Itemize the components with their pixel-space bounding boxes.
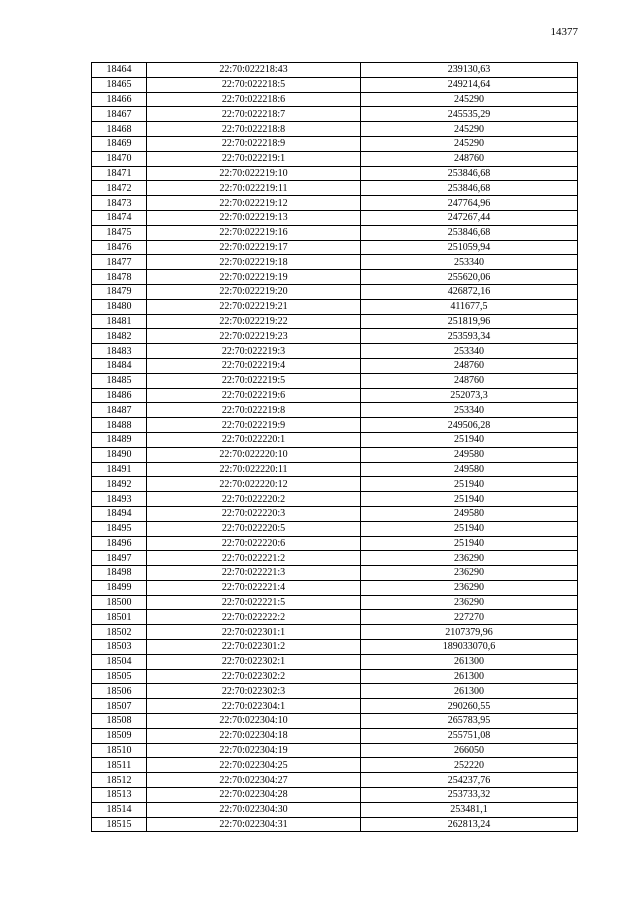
row-number-cell: 18464 [92, 63, 147, 78]
row-number-cell: 18467 [92, 107, 147, 122]
table-row [92, 802, 578, 817]
cadastral-number-cell: 22:70:022219:13 [147, 210, 361, 225]
row-number-cell: 18495 [92, 521, 147, 536]
cadastral-number-cell: 22:70:022301:2 [147, 640, 361, 655]
table-row [92, 122, 578, 137]
table-row [92, 625, 578, 640]
cadastral-number-cell: 22:70:022219:3 [147, 344, 361, 359]
value-cell: 251940 [361, 432, 578, 447]
row-number-cell: 18476 [92, 240, 147, 255]
row-number-cell: 18481 [92, 314, 147, 329]
cadastral-number-cell: 22:70:022219:16 [147, 225, 361, 240]
row-number-cell: 18496 [92, 536, 147, 551]
row-number-cell: 18498 [92, 566, 147, 581]
table-row [92, 181, 578, 196]
value-cell: 251940 [361, 536, 578, 551]
row-number-cell: 18465 [92, 77, 147, 92]
row-number-cell: 18482 [92, 329, 147, 344]
table-row [92, 669, 578, 684]
cadastral-number-cell: 22:70:022220:3 [147, 506, 361, 521]
cadastral-number-cell: 22:70:022219:9 [147, 418, 361, 433]
row-number-cell: 18472 [92, 181, 147, 196]
value-cell: 236290 [361, 551, 578, 566]
row-number-cell: 18501 [92, 610, 147, 625]
row-number-cell: 18479 [92, 284, 147, 299]
value-cell: 247764,96 [361, 196, 578, 211]
cadastral-number-cell: 22:70:022219:19 [147, 270, 361, 285]
row-number-cell: 18486 [92, 388, 147, 403]
cadastral-number-cell: 22:70:022220:2 [147, 492, 361, 507]
row-number-cell: 18514 [92, 802, 147, 817]
cadastral-number-cell: 22:70:022302:1 [147, 654, 361, 669]
cadastral-number-cell: 22:70:022222:2 [147, 610, 361, 625]
table-row [92, 299, 578, 314]
table-row [92, 758, 578, 773]
table-row [92, 521, 578, 536]
cadastral-number-cell: 22:70:022219:4 [147, 358, 361, 373]
value-cell: 248760 [361, 358, 578, 373]
table-row [92, 788, 578, 803]
cadastral-number-cell: 22:70:022221:4 [147, 580, 361, 595]
table-row [92, 566, 578, 581]
row-number-cell: 18502 [92, 625, 147, 640]
cadastral-number-cell: 22:70:022219:23 [147, 329, 361, 344]
table-row [92, 344, 578, 359]
cadastral-number-cell: 22:70:022219:6 [147, 388, 361, 403]
value-cell: 253340 [361, 255, 578, 270]
row-number-cell: 18491 [92, 462, 147, 477]
table-row [92, 418, 578, 433]
row-number-cell: 18510 [92, 743, 147, 758]
cadastral-number-cell: 22:70:022221:5 [147, 595, 361, 610]
value-cell: 261300 [361, 669, 578, 684]
cadastral-number-cell: 22:70:022219:18 [147, 255, 361, 270]
table-row [92, 388, 578, 403]
row-number-cell: 18477 [92, 255, 147, 270]
row-number-cell: 18469 [92, 136, 147, 151]
table-row [92, 329, 578, 344]
row-number-cell: 18488 [92, 418, 147, 433]
value-cell: 411677,5 [361, 299, 578, 314]
value-cell: 255620,06 [361, 270, 578, 285]
value-cell: 426872,16 [361, 284, 578, 299]
cadastral-number-cell: 22:70:022220:6 [147, 536, 361, 551]
value-cell: 236290 [361, 595, 578, 610]
value-cell: 251059,94 [361, 240, 578, 255]
cadastral-number-cell: 22:70:022219:11 [147, 181, 361, 196]
table-row [92, 196, 578, 211]
table-row [92, 77, 578, 92]
cadastral-number-cell: 22:70:022218:6 [147, 92, 361, 107]
table-row [92, 462, 578, 477]
cadastral-number-cell: 22:70:022302:3 [147, 684, 361, 699]
value-cell: 253481,1 [361, 802, 578, 817]
value-cell: 249580 [361, 506, 578, 521]
table-row [92, 107, 578, 122]
table-row [92, 255, 578, 270]
row-number-cell: 18507 [92, 699, 147, 714]
cadastral-number-cell: 22:70:022220:12 [147, 477, 361, 492]
row-number-cell: 18475 [92, 225, 147, 240]
value-cell: 253340 [361, 403, 578, 418]
table-row [92, 773, 578, 788]
cadastral-number-cell: 22:70:022219:10 [147, 166, 361, 181]
cadastral-number-cell: 22:70:022218:43 [147, 63, 361, 78]
value-cell: 2107379,96 [361, 625, 578, 640]
cadastral-number-cell: 22:70:022219:8 [147, 403, 361, 418]
table-row [92, 551, 578, 566]
table-row [92, 817, 578, 832]
cadastral-number-cell: 22:70:022304:19 [147, 743, 361, 758]
row-number-cell: 18500 [92, 595, 147, 610]
value-cell: 248760 [361, 151, 578, 166]
row-number-cell: 18499 [92, 580, 147, 595]
table-row [92, 743, 578, 758]
cadastral-number-cell: 22:70:022218:5 [147, 77, 361, 92]
value-cell: 189033070,6 [361, 640, 578, 655]
value-cell: 253846,68 [361, 225, 578, 240]
row-number-cell: 18497 [92, 551, 147, 566]
table-row [92, 610, 578, 625]
table-row [92, 684, 578, 699]
cadastral-number-cell: 22:70:022219:20 [147, 284, 361, 299]
value-cell: 249580 [361, 447, 578, 462]
value-cell: 236290 [361, 580, 578, 595]
table-row [92, 447, 578, 462]
cadastral-number-cell: 22:70:022220:1 [147, 432, 361, 447]
table-row [92, 63, 578, 78]
row-number-cell: 18493 [92, 492, 147, 507]
table-row [92, 92, 578, 107]
value-cell: 252073,3 [361, 388, 578, 403]
registry-table-body [92, 63, 578, 832]
value-cell: 245290 [361, 136, 578, 151]
value-cell: 251940 [361, 477, 578, 492]
table-row [92, 728, 578, 743]
cadastral-number-cell: 22:70:022220:5 [147, 521, 361, 536]
cadastral-number-cell: 22:70:022304:27 [147, 773, 361, 788]
value-cell: 253340 [361, 344, 578, 359]
value-cell: 239130,63 [361, 63, 578, 78]
value-cell: 253593,34 [361, 329, 578, 344]
table-row [92, 210, 578, 225]
row-number-cell: 18494 [92, 506, 147, 521]
table-row [92, 580, 578, 595]
table-row [92, 492, 578, 507]
row-number-cell: 18485 [92, 373, 147, 388]
cadastral-number-cell: 22:70:022304:28 [147, 788, 361, 803]
value-cell: 253846,68 [361, 166, 578, 181]
value-cell: 247267,44 [361, 210, 578, 225]
row-number-cell: 18466 [92, 92, 147, 107]
table-row [92, 477, 578, 492]
value-cell: 251819,96 [361, 314, 578, 329]
row-number-cell: 18483 [92, 344, 147, 359]
cadastral-number-cell: 22:70:022218:7 [147, 107, 361, 122]
value-cell: 236290 [361, 566, 578, 581]
value-cell: 251940 [361, 492, 578, 507]
table-row [92, 373, 578, 388]
row-number-cell: 18506 [92, 684, 147, 699]
row-number-cell: 18473 [92, 196, 147, 211]
table-row [92, 595, 578, 610]
row-number-cell: 18470 [92, 151, 147, 166]
value-cell: 245290 [361, 122, 578, 137]
table-row [92, 699, 578, 714]
cadastral-number-cell: 22:70:022304:10 [147, 714, 361, 729]
value-cell: 249506,28 [361, 418, 578, 433]
page-number: 14377 [550, 26, 578, 38]
cadastral-number-cell: 22:70:022302:2 [147, 669, 361, 684]
value-cell: 251940 [361, 521, 578, 536]
value-cell: 262813,24 [361, 817, 578, 832]
cadastral-number-cell: 22:70:022220:10 [147, 447, 361, 462]
row-number-cell: 18480 [92, 299, 147, 314]
row-number-cell: 18509 [92, 728, 147, 743]
value-cell: 253733,32 [361, 788, 578, 803]
row-number-cell: 18492 [92, 477, 147, 492]
row-number-cell: 18511 [92, 758, 147, 773]
table-row [92, 536, 578, 551]
cadastral-number-cell: 22:70:022219:1 [147, 151, 361, 166]
row-number-cell: 18487 [92, 403, 147, 418]
value-cell: 249580 [361, 462, 578, 477]
table-row [92, 714, 578, 729]
cadastral-number-cell: 22:70:022304:1 [147, 699, 361, 714]
table-row [92, 640, 578, 655]
value-cell: 261300 [361, 684, 578, 699]
row-number-cell: 18505 [92, 669, 147, 684]
cadastral-number-cell: 22:70:022219:12 [147, 196, 361, 211]
value-cell: 227270 [361, 610, 578, 625]
row-number-cell: 18490 [92, 447, 147, 462]
value-cell: 252220 [361, 758, 578, 773]
row-number-cell: 18471 [92, 166, 147, 181]
value-cell: 265783,95 [361, 714, 578, 729]
table-row [92, 432, 578, 447]
value-cell: 245290 [361, 92, 578, 107]
cadastral-number-cell: 22:70:022219:17 [147, 240, 361, 255]
cadastral-number-cell: 22:70:022220:11 [147, 462, 361, 477]
table-row [92, 240, 578, 255]
row-number-cell: 18508 [92, 714, 147, 729]
cadastral-number-cell: 22:70:022219:22 [147, 314, 361, 329]
row-number-cell: 18468 [92, 122, 147, 137]
value-cell: 245535,29 [361, 107, 578, 122]
table-row [92, 358, 578, 373]
cadastral-number-cell: 22:70:022304:25 [147, 758, 361, 773]
value-cell: 261300 [361, 654, 578, 669]
table-row [92, 506, 578, 521]
cadastral-number-cell: 22:70:022221:3 [147, 566, 361, 581]
table-row [92, 270, 578, 285]
table-row [92, 151, 578, 166]
row-number-cell: 18474 [92, 210, 147, 225]
value-cell: 253846,68 [361, 181, 578, 196]
table-row [92, 403, 578, 418]
cadastral-number-cell: 22:70:022219:5 [147, 373, 361, 388]
registry-table [91, 62, 578, 832]
table-row [92, 284, 578, 299]
cadastral-number-cell: 22:70:022218:8 [147, 122, 361, 137]
table-row [92, 225, 578, 240]
row-number-cell: 18484 [92, 358, 147, 373]
cadastral-number-cell: 22:70:022218:9 [147, 136, 361, 151]
cadastral-number-cell: 22:70:022304:31 [147, 817, 361, 832]
value-cell: 254237,76 [361, 773, 578, 788]
value-cell: 249214,64 [361, 77, 578, 92]
table-row [92, 314, 578, 329]
row-number-cell: 18478 [92, 270, 147, 285]
table-row [92, 166, 578, 181]
cadastral-number-cell: 22:70:022304:18 [147, 728, 361, 743]
value-cell: 290260,55 [361, 699, 578, 714]
row-number-cell: 18515 [92, 817, 147, 832]
cadastral-number-cell: 22:70:022219:21 [147, 299, 361, 314]
row-number-cell: 18503 [92, 640, 147, 655]
cadastral-number-cell: 22:70:022304:30 [147, 802, 361, 817]
table-row [92, 136, 578, 151]
row-number-cell: 18513 [92, 788, 147, 803]
value-cell: 255751,08 [361, 728, 578, 743]
cadastral-number-cell: 22:70:022221:2 [147, 551, 361, 566]
row-number-cell: 18504 [92, 654, 147, 669]
value-cell: 266050 [361, 743, 578, 758]
cadastral-number-cell: 22:70:022301:1 [147, 625, 361, 640]
value-cell: 248760 [361, 373, 578, 388]
table-row [92, 654, 578, 669]
row-number-cell: 18489 [92, 432, 147, 447]
row-number-cell: 18512 [92, 773, 147, 788]
